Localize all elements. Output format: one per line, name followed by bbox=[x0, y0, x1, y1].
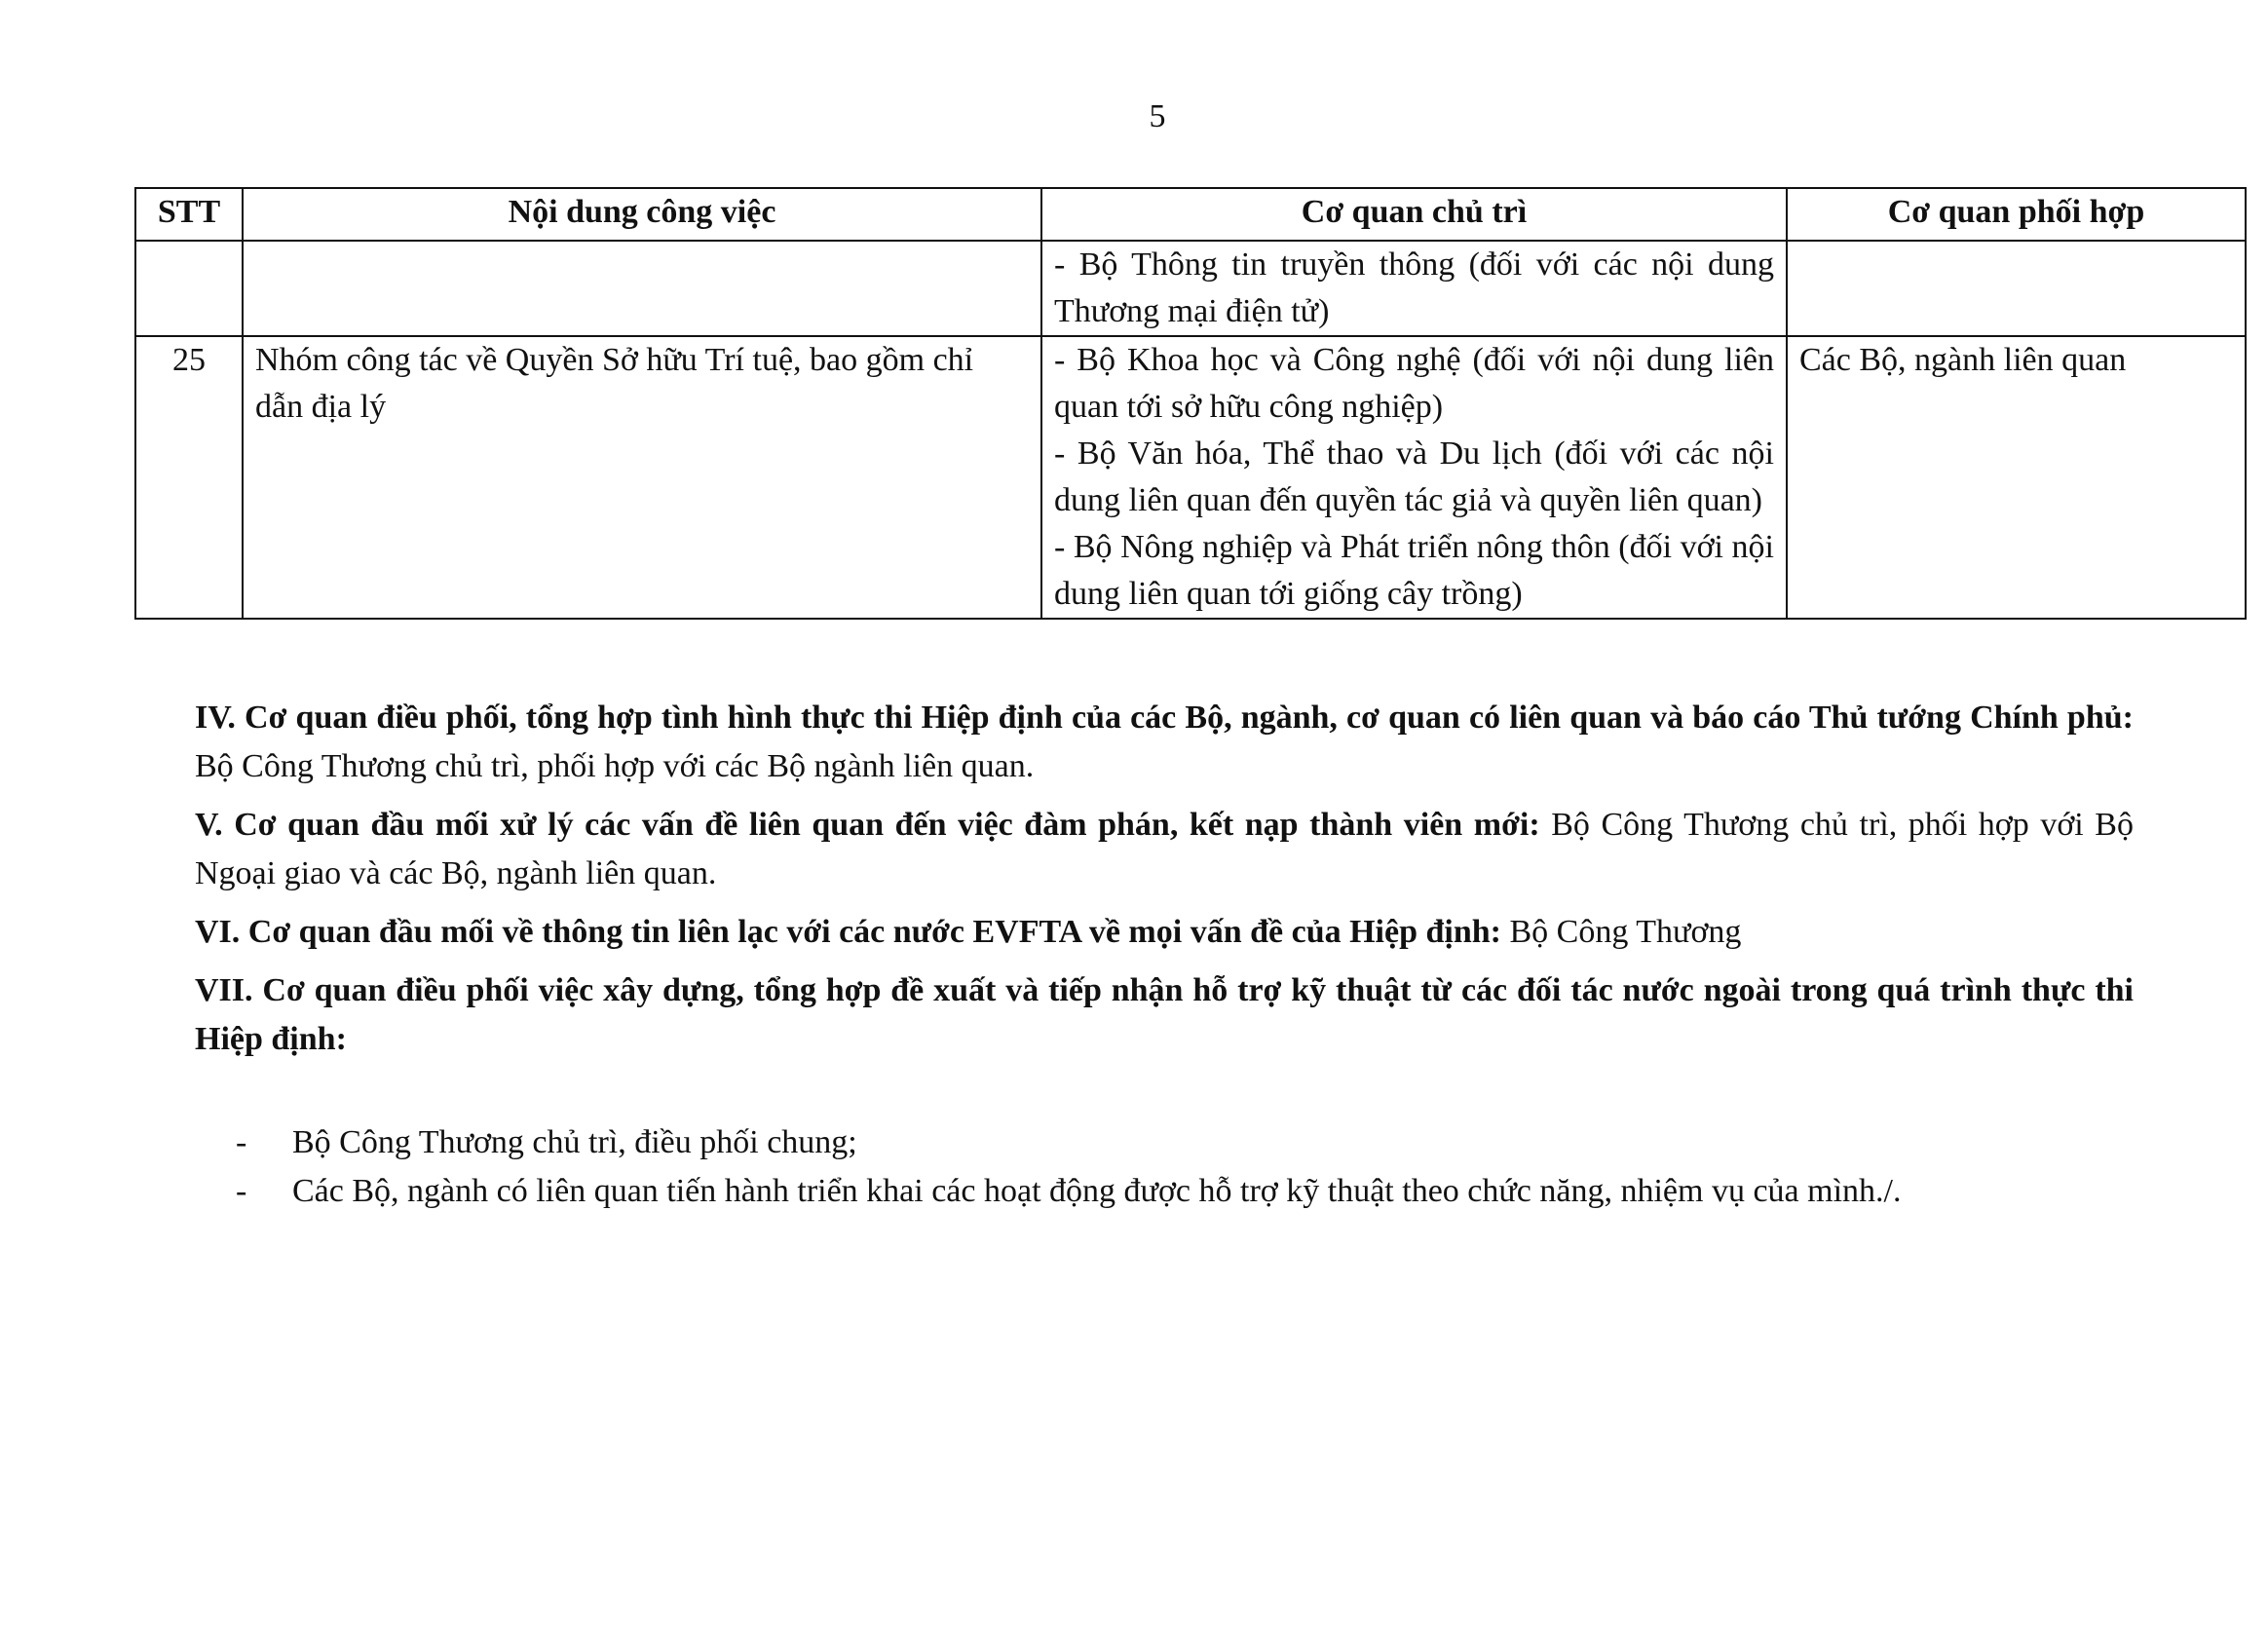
assignment-table bbox=[134, 187, 2247, 620]
lead-agency-line: - Bộ Thông tin truyền thông (đối với các nội dung Thương mại điện tử) bbox=[1054, 246, 1774, 329]
section-v bbox=[195, 801, 2134, 898]
section-iv bbox=[195, 694, 2134, 791]
section-vii bbox=[195, 966, 2134, 1064]
section-vii-heading: VII. Cơ quan điều phối việc xây dựng, tổng hợp đề xuất và tiếp nhận hỗ trợ kỹ thuật từ các đối tác nước ngoài trong quá trình thực thi Hiệp định: bbox=[195, 972, 2134, 1057]
table-row bbox=[135, 241, 2246, 336]
header-content: Nội dung công việc bbox=[243, 188, 1041, 241]
bullet-marker: - bbox=[236, 1124, 247, 1160]
list-item-text: Bộ Công Thương chủ trì, điều phối chung; bbox=[292, 1124, 857, 1160]
section-iv-text: Bộ Công Thương chủ trì, phối hợp với các Bộ ngành liên quan. bbox=[195, 748, 1035, 784]
lead-agency-line: - Bộ Văn hóa, Thể thao và Du lịch (đối với các nội dung liên quan đến quyền tác giả và quyền liên quan) bbox=[1054, 435, 1774, 518]
section-vi bbox=[195, 908, 2134, 957]
lead-agency-line: - Bộ Khoa học và Công nghệ (đối với nội dung liên quan tới sở hữu công nghiệp) bbox=[1054, 342, 1774, 425]
list-item-text: Các Bộ, ngành có liên quan tiến hành triển khai các hoạt động được hỗ trợ kỹ thuật theo chức năng, nhiệm vụ của mình./. bbox=[292, 1173, 1902, 1209]
list-item bbox=[236, 1118, 2134, 1167]
header-coordinating-agency: Cơ quan phối hợp bbox=[1787, 188, 2246, 241]
bullet-list bbox=[236, 1118, 2134, 1216]
lead-agency-line: - Bộ Nông nghiệp và Phát triển nông thôn (đối với nội dung liên quan tới giống cây trồng) bbox=[1054, 529, 1774, 612]
row-stt bbox=[135, 241, 243, 336]
page-number: 5 bbox=[1149, 98, 1166, 134]
bullet-marker: - bbox=[236, 1173, 247, 1209]
header-lead-agency: Cơ quan chủ trì bbox=[1041, 188, 1787, 241]
row-lead-agency bbox=[1041, 336, 1787, 619]
row-lead-agency bbox=[1041, 241, 1787, 336]
list-item bbox=[236, 1167, 2134, 1216]
header-stt: STT bbox=[135, 188, 243, 241]
sections-block bbox=[195, 694, 2134, 1074]
row-stt: 25 bbox=[135, 336, 243, 619]
section-vi-heading: VI. Cơ quan đầu mối về thông tin liên lạc với các nước EVFTA về mọi vấn đề của Hiệp định: bbox=[195, 914, 1501, 950]
row-content bbox=[243, 241, 1041, 336]
table-row bbox=[135, 336, 2246, 619]
section-v-text: Bộ Công Thương chủ trì, phối hợp với Bộ Ngoại giao và các Bộ, ngành liên quan. bbox=[195, 807, 2134, 891]
row-coordinating-agency bbox=[1787, 241, 2246, 336]
row-content: Nhóm công tác về Quyền Sở hữu Trí tuệ, bao gồm chỉ dẫn địa lý bbox=[243, 336, 1041, 619]
section-vi-text: Bộ Công Thương bbox=[1501, 914, 1742, 950]
row-coordinating-agency: Các Bộ, ngành liên quan bbox=[1787, 336, 2246, 619]
section-v-heading: V. Cơ quan đầu mối xử lý các vấn đề liên quan đến việc đàm phán, kết nạp thành viên mới: bbox=[195, 807, 1540, 843]
section-iv-heading: IV. Cơ quan điều phối, tổng hợp tình hình thực thi Hiệp định của các Bộ, ngành, cơ quan có liên quan và báo cáo Thủ tướng Chính phủ: bbox=[195, 700, 2134, 736]
table-header-row bbox=[135, 188, 2246, 241]
